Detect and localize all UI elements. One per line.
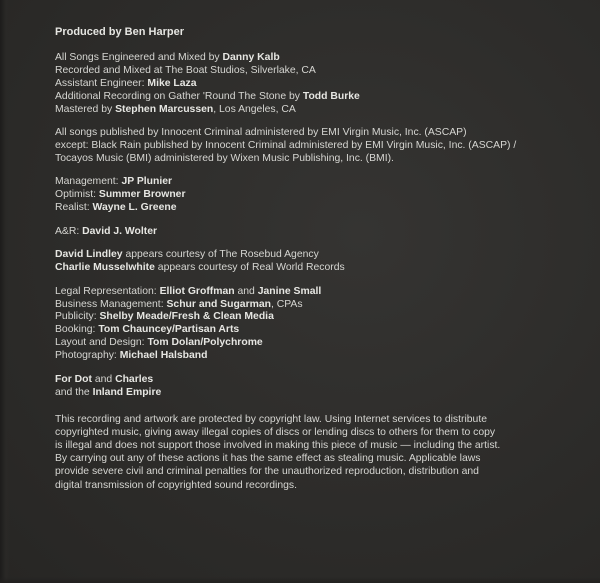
credit-name: David Lindley bbox=[55, 249, 123, 261]
credit-line: All songs published by Innocent Criminal administered by EMI Virgin Music, Inc. (ASCAP) bbox=[55, 127, 467, 139]
credit-line: Legal Representation: Elliot Groffman and Janine Small bbox=[55, 285, 322, 297]
notice-line: provide severe civil and criminal penalties for the unauthorized reproduction, distribution and bbox=[55, 466, 479, 478]
notice-line: This recording and artwork are protected by copyright law. Using Internet services to distribute bbox=[55, 413, 487, 425]
business-credits bbox=[55, 286, 595, 363]
credit-line: Mastered by Stephen Marcussen, Los Angeles, CA bbox=[55, 103, 296, 115]
credit-line: Publicity: Shelby Meade/Fresh & Clean Media bbox=[55, 311, 274, 323]
credit-line: Management: JP Plunier bbox=[55, 176, 173, 188]
credit-line: Assistant Engineer: Mike Laza bbox=[55, 77, 197, 89]
credit-line: Optimist: Summer Browner bbox=[55, 189, 186, 201]
credit-name: Tom Dolan/Polychrome bbox=[147, 337, 263, 349]
credit-name: Charles bbox=[115, 373, 154, 385]
credit-line: Charlie Musselwhite appears courtesy of Real World Records bbox=[55, 262, 345, 274]
credits-text bbox=[55, 26, 595, 492]
credit-name: Schur and Sugarman bbox=[166, 298, 271, 310]
producer-heading: Produced by Ben Harper bbox=[55, 26, 184, 38]
courtesy-credits bbox=[55, 249, 595, 275]
dedication bbox=[55, 374, 595, 400]
credit-line: David Lindley appears courtesy of The Rosebud Agency bbox=[55, 249, 319, 261]
credit-name: Charlie Musselwhite bbox=[55, 262, 155, 274]
credit-name: For Dot bbox=[55, 373, 92, 385]
publishing-credits bbox=[55, 127, 595, 166]
credit-line: Tocayos Music (BMI) administered by Wixen Music Publishing, Inc. (BMI). bbox=[55, 152, 394, 164]
credit-name: Tom Chauncey/Partisan Arts bbox=[98, 324, 240, 336]
notice-line: digital transmission of copyrighted sound recordings. bbox=[55, 479, 297, 491]
credit-line: Booking: Tom Chauncey/Partisan Arts bbox=[55, 324, 240, 336]
credit-name: Wayne L. Greene bbox=[92, 202, 177, 214]
credit-name: Michael Halsband bbox=[119, 350, 208, 362]
credit-line: except: Black Rain published by Innocent Criminal administered by EMI Virgin Music, Inc. (ASCAP) / bbox=[55, 140, 517, 152]
notice-line: By carrying out any of these actions it has the same effect as stealing music. Applicable laws bbox=[55, 453, 481, 465]
credit-name: Inland Empire bbox=[92, 386, 162, 398]
credit-name: Elliot Groffman bbox=[159, 285, 235, 297]
copyright-notice bbox=[55, 413, 595, 492]
credit-line: Recorded and Mixed at The Boat Studios, Silverlake, CA bbox=[55, 64, 316, 76]
notice-line: is illegal and does not support those involved in making this piece of music — including the artist. bbox=[55, 439, 501, 451]
credit-name: Mike Laza bbox=[147, 77, 197, 89]
credit-line: Additional Recording on Gather 'Round The Stone by Todd Burke bbox=[55, 90, 360, 102]
credit-line: All Songs Engineered and Mixed by Danny Kalb bbox=[55, 52, 280, 63]
engineering-credits bbox=[55, 52, 595, 117]
notice-line: copyrighted music, giving away illegal copies of discs or lending discs to others for them to copy bbox=[55, 426, 496, 438]
credit-line: Business Management: Schur and Sugarman, CPAs bbox=[55, 298, 303, 310]
management-credits bbox=[55, 176, 595, 215]
credit-name: David J. Wolter bbox=[82, 225, 158, 237]
credit-name: Danny Kalb bbox=[222, 52, 280, 63]
credit-name: Todd Burke bbox=[302, 90, 360, 102]
page-bottom-edge bbox=[0, 577, 600, 583]
credit-name: Janine Small bbox=[257, 285, 322, 297]
credit-line: Realist: Wayne L. Greene bbox=[55, 202, 177, 214]
credit-line: and the Inland Empire bbox=[55, 386, 162, 398]
credit-line: Photography: Michael Halsband bbox=[55, 350, 208, 362]
credit-name: JP Plunier bbox=[121, 176, 173, 188]
credit-name: Stephen Marcussen bbox=[115, 103, 214, 115]
credit-name: Shelby Meade/Fresh & Clean Media bbox=[99, 311, 274, 323]
credit-line: Layout and Design: Tom Dolan/Polychrome bbox=[55, 337, 263, 349]
page-spine-shadow bbox=[0, 0, 10, 583]
anr-credit: A&R: David J. Wolter bbox=[55, 225, 158, 237]
credit-name: Summer Browner bbox=[98, 189, 186, 201]
credit-line: For Dot and Charles bbox=[55, 373, 154, 385]
